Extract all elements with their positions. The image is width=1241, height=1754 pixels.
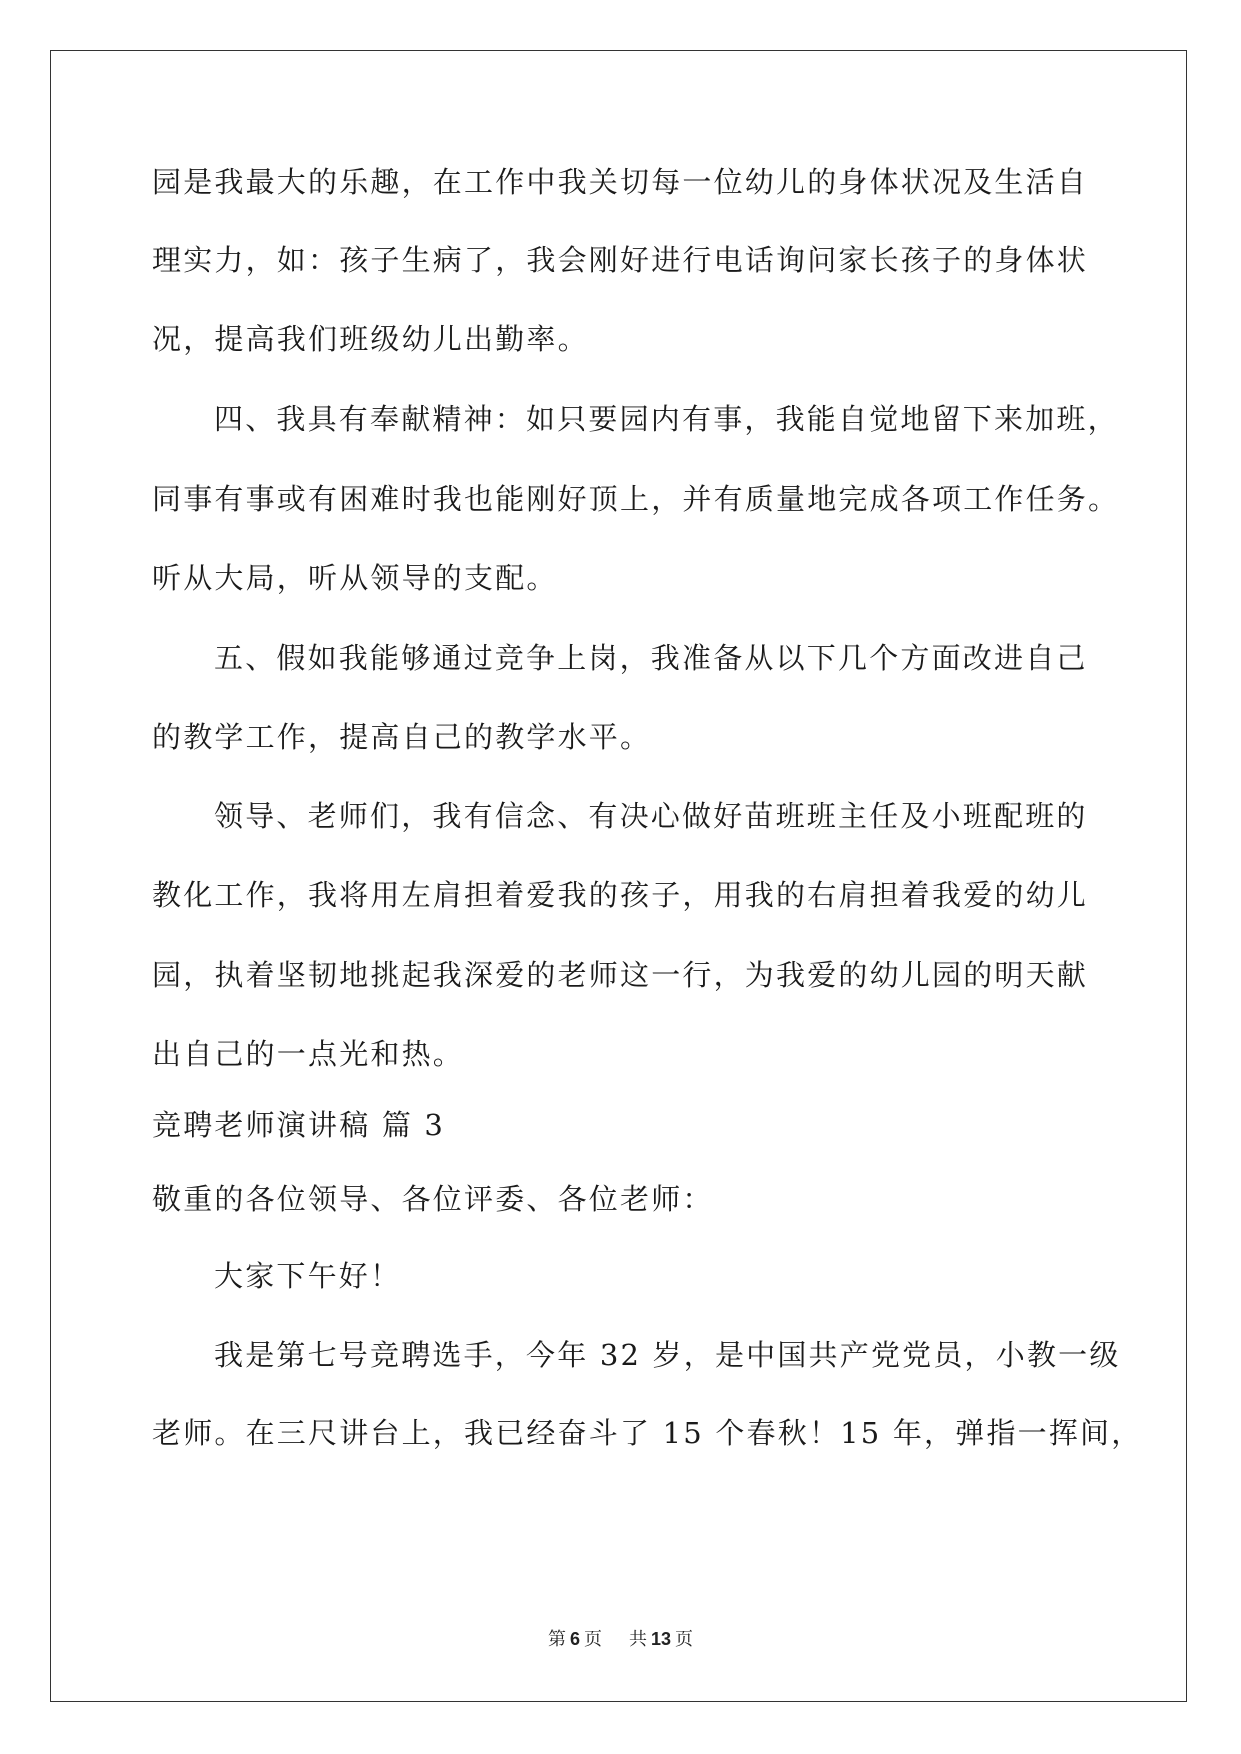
paragraph-line: 园，执着坚韧地挑起我深爱的老师这一行，为我爱的幼儿园的明天献 xyxy=(152,958,1089,992)
section-heading: 竞聘老师演讲稿 篇 3 xyxy=(152,1108,446,1142)
paragraph-line: 的教学工作，提高自己的教学水平。 xyxy=(152,720,652,754)
paragraph-line: 况，提高我们班级幼儿出勤率。 xyxy=(152,322,589,356)
total-pages: 13 xyxy=(650,1629,671,1649)
paragraph-line: 老师。在三尺讲台上，我已经奋斗了 15 个春秋！15 年，弹指一挥间， xyxy=(152,1416,1143,1450)
total-prefix: 共 xyxy=(628,1629,647,1650)
page-footer xyxy=(0,1625,1241,1651)
paragraph-line: 五、假如我能够通过竞争上岗，我准备从以下几个方面改进自己 xyxy=(214,641,1088,675)
salutation: 敬重的各位领导、各位评委、各位老师： xyxy=(152,1182,714,1216)
page-prefix: 第 xyxy=(548,1629,567,1650)
paragraph-line: 四、我具有奉献精神：如只要园内有事，我能自觉地留下来加班， xyxy=(214,402,1119,436)
paragraph-line: 听从大局，听从领导的支配。 xyxy=(152,561,558,595)
paragraph-line: 同事有事或有困难时我也能刚好顶上，并有质量地完成各项工作任务。 xyxy=(152,482,1120,516)
paragraph-line: 园是我最大的乐趣，在工作中我关切每一位幼儿的身体状况及生活自 xyxy=(152,165,1089,199)
paragraph-line: 出自己的一点光和热。 xyxy=(152,1037,465,1071)
total-suffix: 页 xyxy=(674,1629,693,1650)
paragraph-line: 领导、老师们，我有信念、有决心做好苗班班主任及小班配班的 xyxy=(214,799,1088,833)
page-suffix: 页 xyxy=(584,1629,603,1650)
paragraph-line: 我是第七号竞聘选手，今年 32 岁，是中国共产党党员，小教一级 xyxy=(214,1338,1121,1372)
greeting: 大家下午好！ xyxy=(214,1259,402,1293)
paragraph-line: 教化工作，我将用左肩担着爱我的孩子，用我的右肩担着我爱的幼儿 xyxy=(152,878,1089,912)
page-number: 6 xyxy=(570,1629,581,1649)
paragraph-line: 理实力，如：孩子生病了，我会刚好进行电话询问家长孩子的身体状 xyxy=(152,243,1089,277)
